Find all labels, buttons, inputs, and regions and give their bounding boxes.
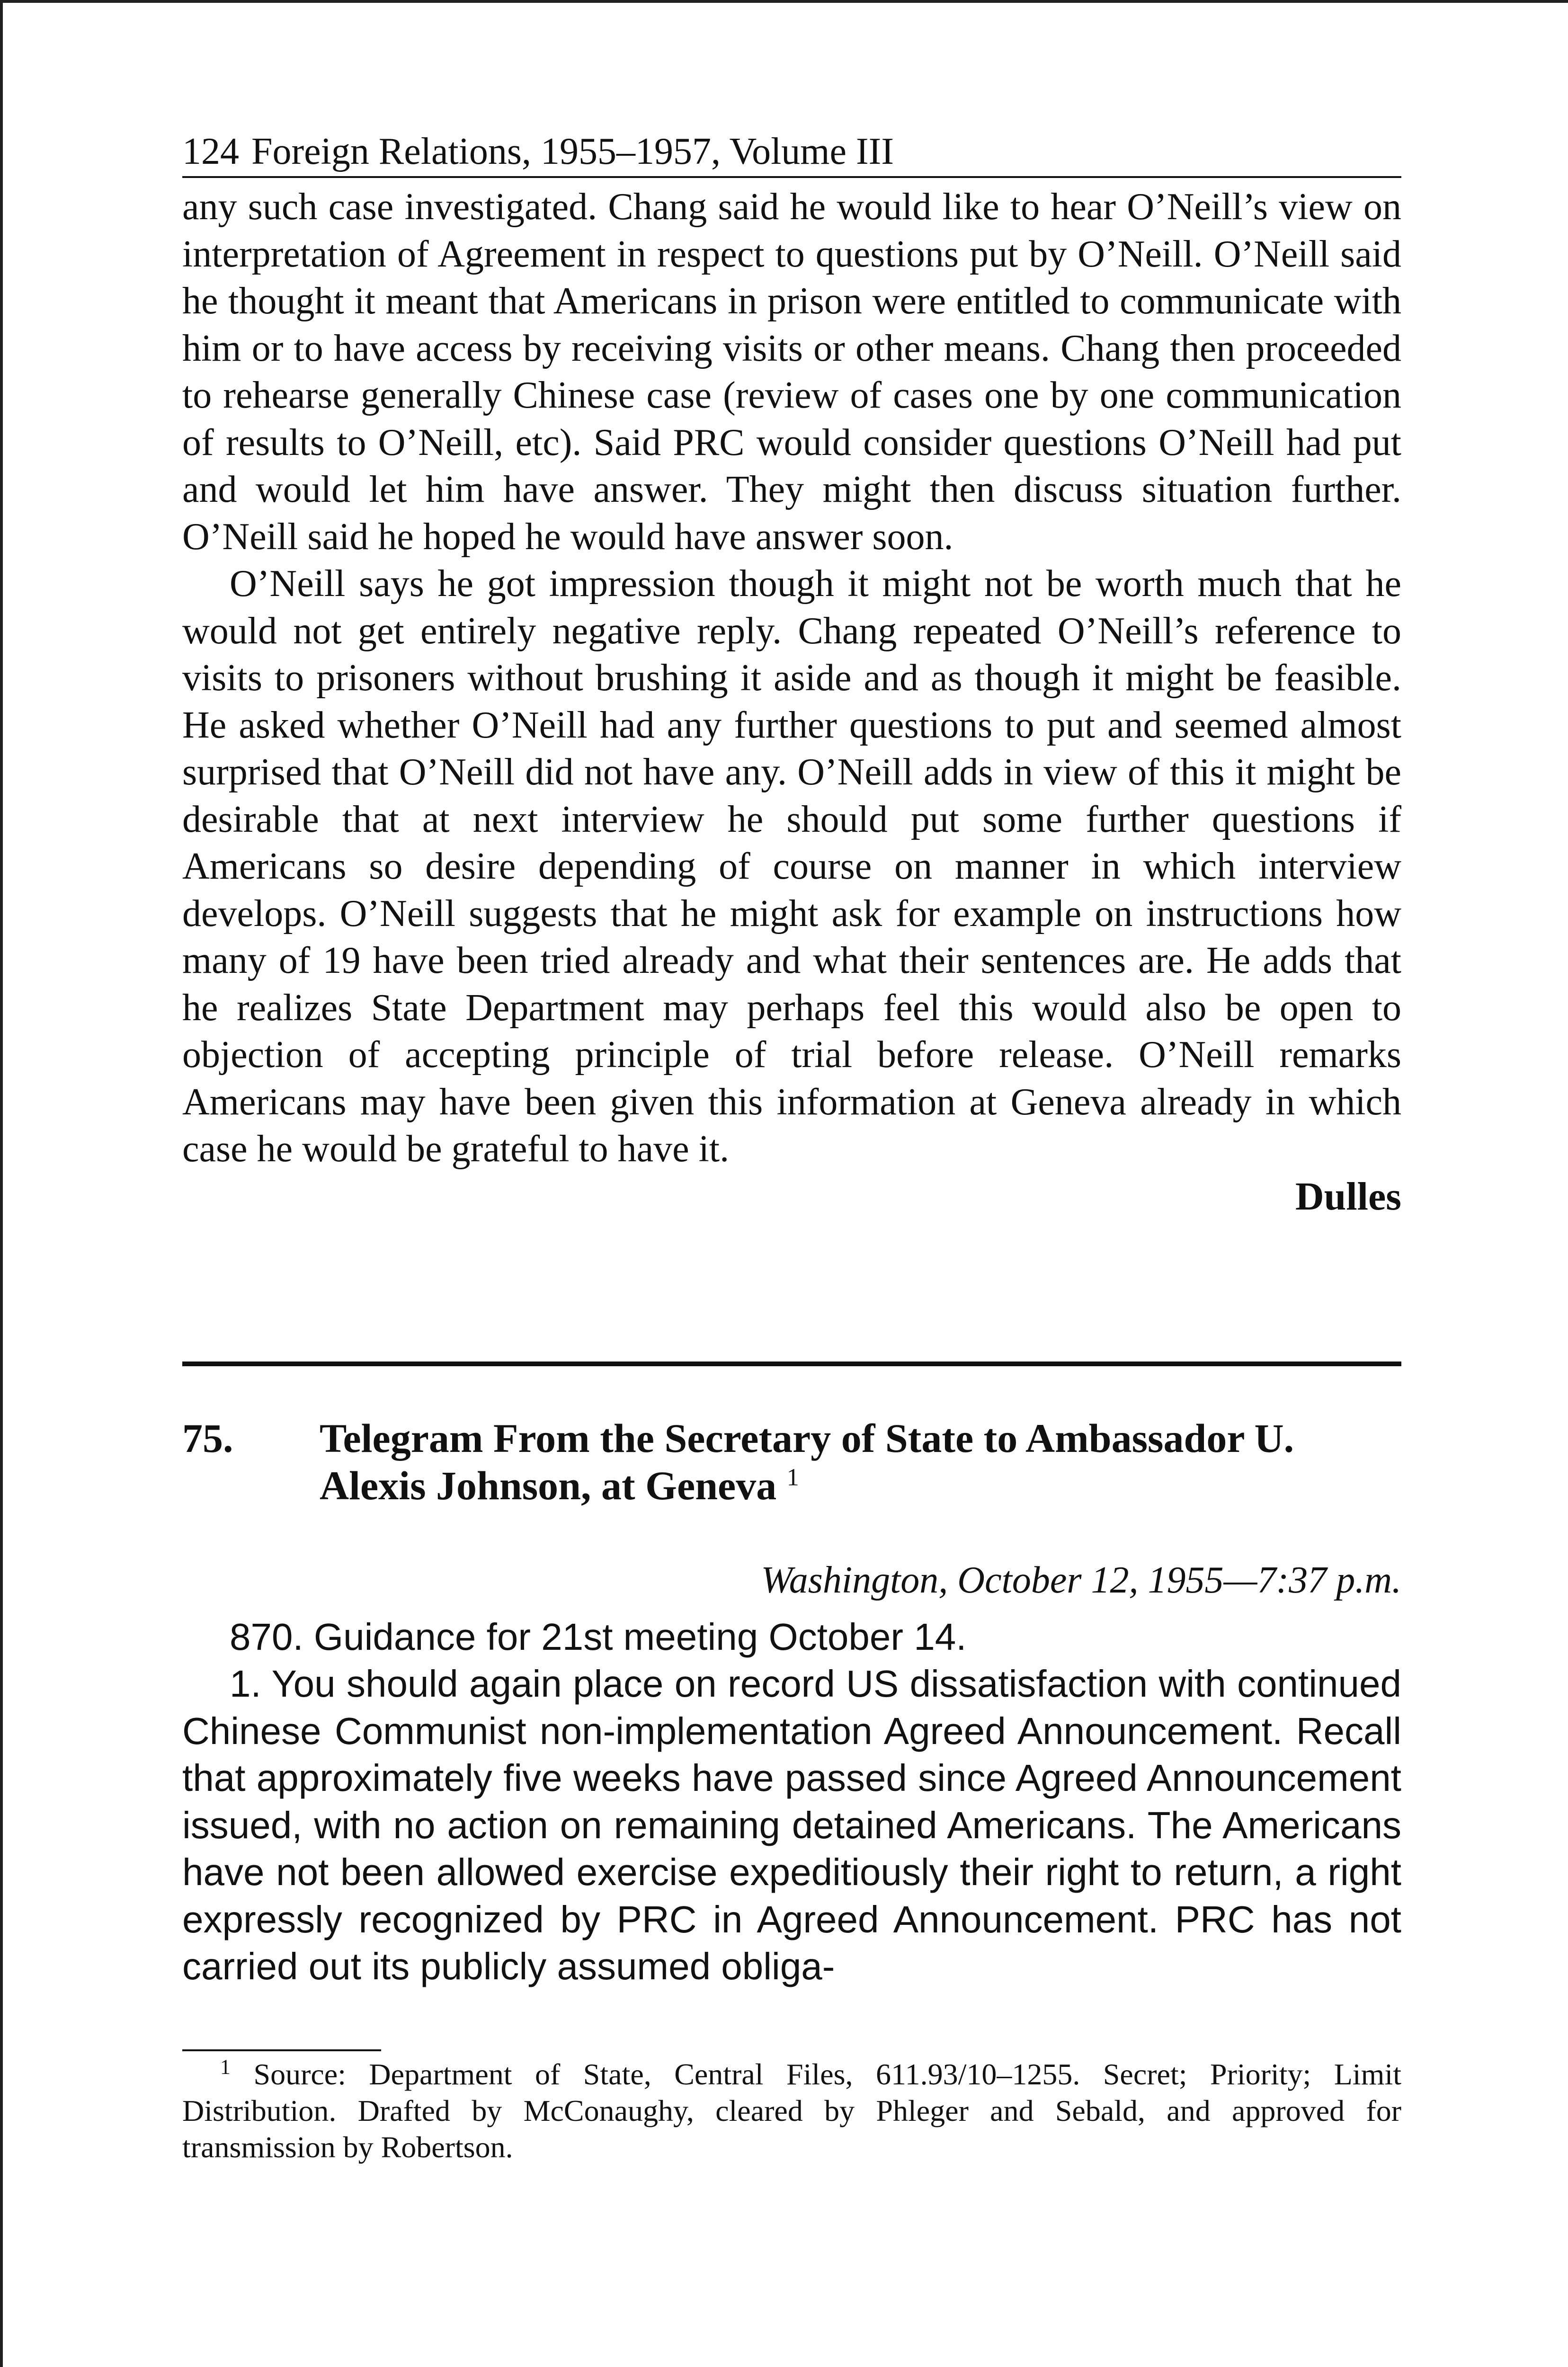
- document-page: [182, 128, 1401, 2165]
- footnote: [182, 2056, 1401, 2165]
- telegram-text: [182, 1613, 1401, 1990]
- document-title-block: [320, 1415, 1401, 1509]
- document-heading: [182, 1415, 1401, 1509]
- telegram-paragraph-1: 870. Guidance for 21st meeting October 14.: [230, 1615, 967, 1658]
- signature: Dulles: [1295, 1174, 1401, 1219]
- footnote-reference[interactable]: 1: [786, 1463, 799, 1491]
- continued-text: [182, 184, 1401, 1173]
- footnote-text: Source: Department of State, Central Files, 611.93/10–1255. Secret; Priority; Limit Distribution. Drafted by McConaughy, cleared by Phleger and Sebald, and approved for transmission by Robertson.: [182, 2057, 1402, 2164]
- continued-paragraph-1: any such case investigated. Chang said he would like to hear O’Neill’s view on interpretation of Agreement in respect to questions put by O’Neill. O’Neill said he thought it meant that Americans in prison were entitled to communicate with him or to have access by receiving visits or other means. Chang then proceeded to rehearse generally Chinese case (review of cases one by one communication of results to O’Neill, etc). Said PRC would consider questions O’Neill had put and would let him have answer. They might then discuss situation further. O’Neill said he hoped he would have answer soon.: [182, 186, 1401, 558]
- footnote-divider: [182, 2049, 381, 2051]
- scan-border-left: [0, 0, 3, 2367]
- telegram-paragraph-2: 1. You should again place on record US dissatisfaction with continued Chinese Communist non-implementation Agreed Announcement. Recall that approximately five weeks have passed since Agreed Announcement issued, with no action on remaining detained Americans. The Americans have not been allowed exercise expeditiously their right to return, a right expressly recognized by PRC in Agreed Announcement. PRC has not carried out its publicly assumed obliga-: [182, 1663, 1401, 1987]
- volume-title: Foreign Relations, 1955–1957, Volume III: [251, 131, 894, 172]
- running-head: [182, 128, 1401, 178]
- section-divider: [182, 1361, 1401, 1366]
- document-number: 75.: [182, 1415, 233, 1461]
- footnote-number: 1: [220, 2055, 231, 2079]
- continued-paragraph-2: O’Neill says he got impression though it might not be worth much that he would not get entirely negative reply. Chang repeated O’Neill’s reference to visits to prisoners without brushing it aside and as though it might be feasible. He asked whether O’Neill had any further questions to put and seemed almost surprised that O’Neill did not have any. O’Neill adds in view of this it might be desirable that at next interview he should put some further questions if Americans so desire depending of course on manner in which interview develops. O’Neill suggests that he might ask for example on instructions how many of 19 have been tried already and what their sentences are. He adds that he realizes State Department may perhaps feel this would also be open to objection of accepting principle of trial before release. O’Neill remarks Americans may have been given this information at Geneva already in which case he would be grateful to have it.: [182, 563, 1401, 1170]
- scan-border-top: [0, 0, 1568, 3]
- document-title: Telegram From the Secretary of State to Ambassador U. Alexis Johnson, at Geneva: [320, 1415, 1294, 1508]
- dateline: Washington, October 12, 1955—7:37 p.m.: [761, 1559, 1401, 1601]
- page-number: 124: [182, 131, 239, 172]
